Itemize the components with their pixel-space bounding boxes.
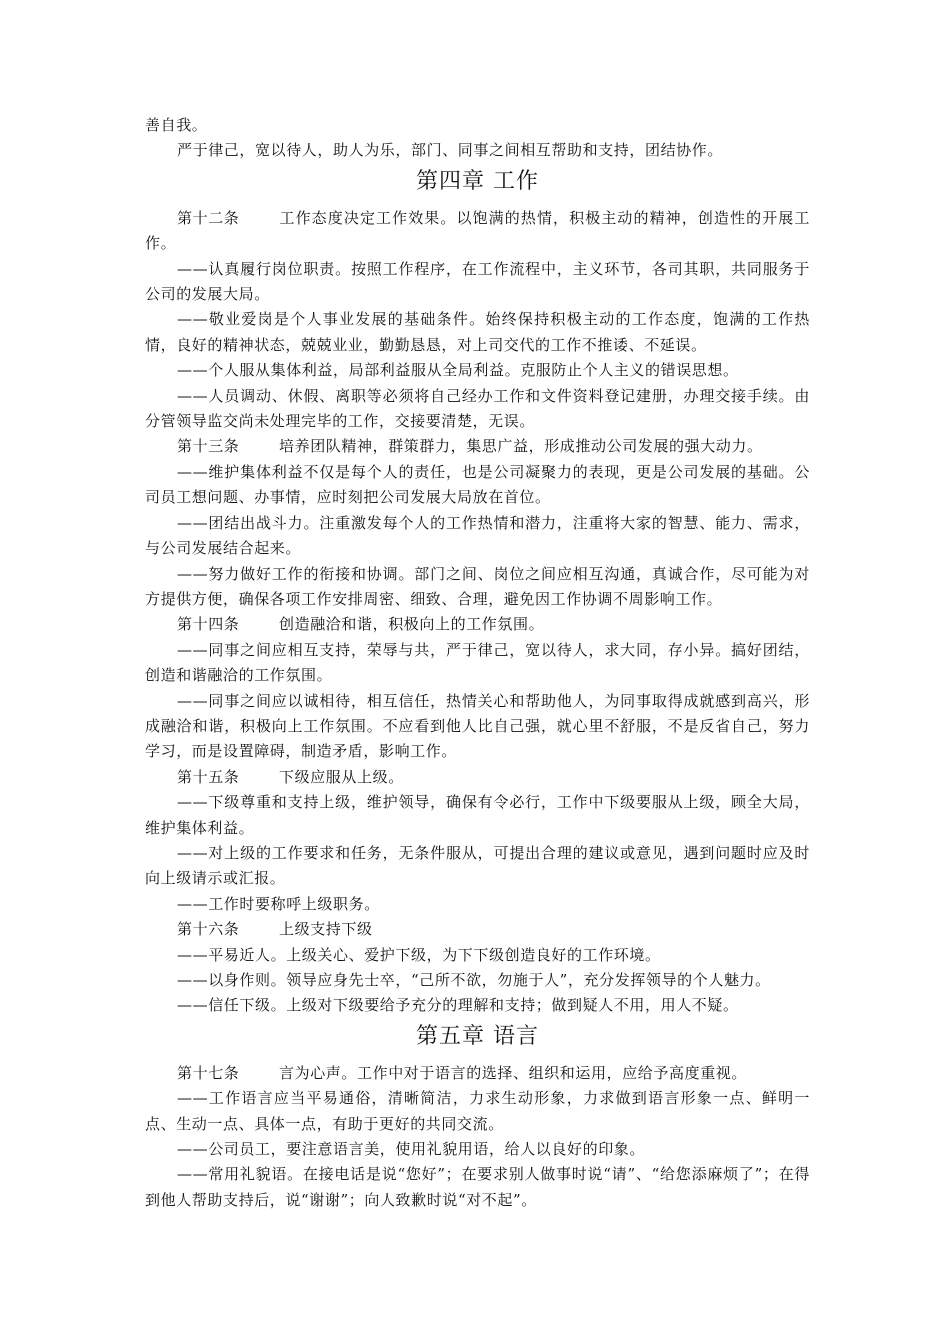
article-15 bbox=[145, 765, 810, 790]
chapter-4-title: 第四章 工作 bbox=[416, 168, 539, 194]
article-text: 工作态度决定工作效果。以饱满的热情，积极主动的精神，创造性的开展工作。 bbox=[145, 208, 810, 253]
clause: ——公司员工，要注意语言美，使用礼貌用语，给人以良好的印象。 bbox=[177, 1140, 646, 1159]
clause: ——人员调动、休假、离职等必须将自己经办工作和文件资料登记建册，办理交接手续。由分管领导监交尚未处理完毕的工作，交接要清楚，无误。 bbox=[145, 386, 810, 431]
clause: ——平易近人。上级关心、爱护下级，为下下级创造良好的工作环境。 bbox=[177, 945, 661, 964]
clause: ——认真履行岗位职责。按照工作程序，在工作流程中，主义环节，各司其职，共同服务于公司的发展大局。 bbox=[145, 259, 810, 304]
clause: ——常用礼貌语。在接电话是说“您好”；在要求别人做事时说“请”、“给您添麻烦了”；在得到他人帮助支持后，说“谢谢”；向人致歉时说“对不起”。 bbox=[145, 1165, 810, 1209]
document-page bbox=[145, 113, 810, 1213]
article-number: 第十六条 bbox=[177, 920, 240, 939]
article-number: 第十三条 bbox=[177, 437, 240, 456]
article-text: 言为心声。工作中对于语言的选择、组织和运用，应给予高度重视。 bbox=[279, 1063, 748, 1082]
clause: ——以身作则。领导应身先士卒，“己所不欲，勿施于人”，充分发挥领导的个人魅力。 bbox=[177, 971, 771, 989]
clause: ——同事之间应相互支持，荣辱与共，严于律己，宽以待人，求大同，存小异。搞好团结，创造和谐融洽的工作氛围。 bbox=[145, 640, 810, 685]
clause: ——个人服从集体利益，局部利益服从全局利益。克服防止个人主义的错误思想。 bbox=[177, 361, 739, 380]
article-number: 第十四条 bbox=[177, 615, 240, 634]
clause: ——维护集体利益不仅是每个人的责任，也是公司凝聚力的表现，更是公司发展的基础。公司员工想问题、办事情，应时刻把公司发展大局放在首位。 bbox=[145, 462, 810, 507]
article-text: 下级应服从上级。 bbox=[279, 767, 404, 786]
article-12 bbox=[145, 206, 810, 257]
article-number: 第十七条 bbox=[177, 1063, 240, 1082]
article-number: 第十五条 bbox=[177, 767, 240, 786]
article-14 bbox=[145, 612, 810, 637]
article-number: 第十二条 bbox=[177, 208, 240, 227]
article-text: 上级支持下级 bbox=[279, 920, 373, 939]
paragraph-continuation: 善自我。 bbox=[145, 116, 208, 134]
clause: ——信任下级。上级对下级要给予充分的理解和支持；做到疑人不用，用人不疑。 bbox=[177, 996, 739, 1015]
clause: ——团结出战斗力。注重激发每个人的工作热情和潜力，注重将大家的智慧、能力、需求，与公司发展结合起来。 bbox=[145, 513, 810, 558]
clause: ——工作语言应当平易通俗，清晰简洁，力求生动形象，力求做到语言形象一点、鲜明一点、生动一点、具体一点，有助于更好的共同交流。 bbox=[145, 1089, 810, 1133]
article-16 bbox=[145, 917, 810, 942]
clause: ——同事之间应以诚相待，相互信任，热情关心和帮助他人，为同事取得成就感到高兴，形成融洽和谐，积极向上工作氛围。不应看到他人比自己强，就心里不舒服，不是反省自己，努力学习，而是设置障碍，制造矛盾，影响工作。 bbox=[145, 691, 810, 761]
clause: ——敬业爱岗是个人事业发展的基础条件。始终保持积极主动的工作态度，饱满的工作热情，良好的精神状态，兢兢业业，勤勤恳恳，对上司交代的工作不推诿、不延误。 bbox=[145, 310, 810, 354]
article-17 bbox=[145, 1061, 810, 1086]
paragraph: 严于律己，宽以待人，助人为乐，部门、同事之间相互帮助和支持，团结协作。 bbox=[177, 141, 724, 160]
chapter-5-title: 第五章 语言 bbox=[416, 1023, 539, 1049]
article-13 bbox=[145, 434, 810, 459]
article-text: 培养团队精神，群策群力，集思广益，形成推动公司发展的强大动力。 bbox=[279, 437, 763, 456]
clause: ——工作时要称呼上级职务。 bbox=[177, 894, 380, 913]
clause: ——努力做好工作的衔接和协调。部门之间、岗位之间应相互沟通，真诚合作，尽可能为对方提供方便，确保各项工作安排周密、细致、合理，避免因工作协调不周影响工作。 bbox=[145, 564, 810, 608]
article-text: 创造融洽和谐，积极向上的工作氛围。 bbox=[279, 615, 545, 634]
clause: ——对上级的工作要求和任务，无条件服从，可提出合理的建议或意见，遇到问题时应及时向上级请示或汇报。 bbox=[145, 843, 810, 888]
clause: ——下级尊重和支持上级，维护领导，确保有令必行，工作中下级要服从上级，顾全大局，维护集体利益。 bbox=[145, 793, 810, 837]
